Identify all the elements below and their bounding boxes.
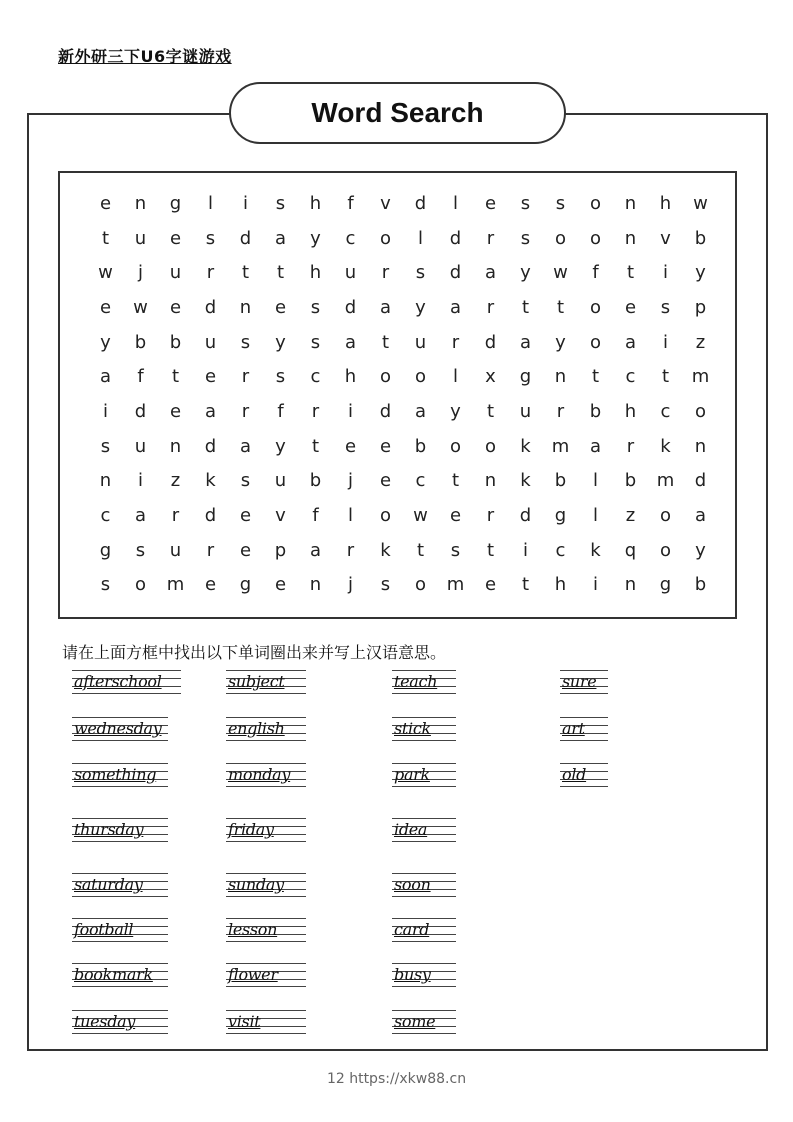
grid-letter[interactable]: d bbox=[204, 505, 217, 527]
grid-letter[interactable]: x bbox=[485, 366, 496, 388]
grid-letter[interactable]: k bbox=[520, 435, 531, 457]
grid-letter[interactable]: h bbox=[309, 192, 322, 214]
grid-letter[interactable]: e bbox=[484, 574, 497, 596]
grid-letter[interactable]: e bbox=[274, 574, 287, 596]
banner-title: Word Search bbox=[311, 97, 484, 128]
grid-letter[interactable]: c bbox=[100, 505, 111, 527]
word-item bbox=[392, 918, 456, 942]
grid-letter[interactable]: b bbox=[624, 470, 637, 492]
grid-letter[interactable]: a bbox=[379, 296, 392, 318]
grid-letter[interactable]: d bbox=[519, 505, 532, 527]
grid-letter[interactable]: r bbox=[346, 539, 355, 561]
grid-letter[interactable]: f bbox=[137, 366, 144, 388]
grid-letter[interactable]: w bbox=[693, 192, 708, 214]
grid-letter[interactable]: m bbox=[691, 366, 710, 388]
grid-letter[interactable]: d bbox=[344, 296, 357, 318]
grid-letter[interactable]: d bbox=[204, 435, 217, 457]
grid-letter[interactable]: s bbox=[275, 366, 286, 388]
grid-letter[interactable]: n bbox=[239, 296, 252, 318]
grid-letter[interactable]: c bbox=[660, 400, 671, 422]
grid-letter[interactable]: t bbox=[591, 366, 600, 388]
grid-letter[interactable]: u bbox=[134, 435, 147, 457]
grid-letter[interactable]: y bbox=[695, 262, 706, 284]
grid-letter[interactable]: d bbox=[449, 227, 462, 249]
grid-letter[interactable]: r bbox=[206, 262, 215, 284]
grid-letter[interactable]: s bbox=[205, 227, 216, 249]
grid-letter[interactable]: t bbox=[381, 331, 390, 353]
grid-letter[interactable]: t bbox=[101, 227, 110, 249]
grid-letter[interactable]: e bbox=[379, 435, 392, 457]
grid-letter[interactable]: d bbox=[239, 227, 252, 249]
grid-letter[interactable]: j bbox=[347, 574, 353, 596]
word-label: wednesday bbox=[74, 719, 162, 738]
word-item bbox=[72, 873, 168, 897]
grid-letter[interactable]: d bbox=[414, 192, 427, 214]
grid-letter[interactable]: f bbox=[277, 400, 284, 422]
word-label: subject bbox=[228, 672, 285, 691]
grid-letter[interactable]: t bbox=[626, 262, 635, 284]
grid-letter[interactable]: a bbox=[694, 505, 707, 527]
grid-letter[interactable]: e bbox=[169, 227, 182, 249]
grid-letter[interactable]: t bbox=[276, 262, 285, 284]
grid-letter[interactable]: c bbox=[415, 470, 426, 492]
grid-letter[interactable]: s bbox=[100, 435, 111, 457]
grid-letter[interactable]: p bbox=[694, 296, 707, 318]
word-item bbox=[560, 717, 608, 741]
grid-letter[interactable]: h bbox=[659, 192, 672, 214]
grid-letter[interactable]: i bbox=[242, 192, 248, 214]
grid-letter[interactable]: s bbox=[240, 470, 251, 492]
grid-letter[interactable]: e bbox=[99, 192, 112, 214]
grid-letter[interactable]: b bbox=[589, 400, 602, 422]
grid-letter[interactable]: g bbox=[99, 539, 112, 561]
grid-letter[interactable]: s bbox=[310, 331, 321, 353]
grid-letter[interactable]: e bbox=[449, 505, 462, 527]
grid-letter[interactable]: y bbox=[450, 400, 461, 422]
grid-letter[interactable]: w bbox=[413, 505, 428, 527]
grid-letter[interactable]: u bbox=[414, 331, 427, 353]
grid-letter[interactable]: e bbox=[484, 192, 497, 214]
grid-letter[interactable]: u bbox=[204, 331, 217, 353]
grid-letter[interactable]: k bbox=[380, 539, 391, 561]
grid-letter[interactable]: o bbox=[379, 227, 391, 249]
grid-letter[interactable]: n bbox=[134, 192, 147, 214]
grid-letter[interactable]: i bbox=[137, 470, 143, 492]
grid-letter[interactable]: u bbox=[519, 400, 532, 422]
word-label: saturday bbox=[74, 875, 143, 894]
grid-letter[interactable]: a bbox=[309, 539, 322, 561]
grid-letter[interactable]: a bbox=[239, 435, 252, 457]
grid-letter[interactable]: e bbox=[239, 539, 252, 561]
grid-letter[interactable]: s bbox=[275, 192, 286, 214]
word-item bbox=[72, 818, 168, 842]
word-item bbox=[392, 1010, 456, 1034]
grid-letter[interactable]: e bbox=[204, 574, 217, 596]
grid-letter[interactable]: g bbox=[519, 366, 532, 388]
grid-letter[interactable]: l bbox=[347, 505, 353, 527]
grid-letter[interactable]: t bbox=[556, 296, 565, 318]
grid-letter[interactable]: o bbox=[379, 505, 391, 527]
grid-letter[interactable]: a bbox=[344, 331, 357, 353]
word-item bbox=[72, 963, 168, 987]
grid-letter[interactable]: t bbox=[521, 296, 530, 318]
grid-letter[interactable]: n bbox=[694, 435, 707, 457]
grid-letter[interactable]: r bbox=[626, 435, 635, 457]
grid-letter[interactable]: h bbox=[344, 366, 357, 388]
grid-letter[interactable]: a bbox=[484, 262, 497, 284]
grid-letter[interactable]: e bbox=[169, 400, 182, 422]
grid-letter[interactable]: k bbox=[520, 470, 531, 492]
grid-letter[interactable]: o bbox=[589, 192, 601, 214]
grid-letter[interactable]: o bbox=[134, 574, 146, 596]
grid-letter[interactable]: l bbox=[207, 192, 213, 214]
grid-letter[interactable]: o bbox=[589, 296, 601, 318]
grid-letter[interactable]: k bbox=[660, 435, 671, 457]
grid-letter[interactable]: k bbox=[205, 470, 216, 492]
grid-letter[interactable]: y bbox=[415, 296, 426, 318]
grid-letter[interactable]: e bbox=[624, 296, 637, 318]
word-label: flower bbox=[228, 965, 278, 984]
grid-letter[interactable]: t bbox=[451, 470, 460, 492]
grid-letter[interactable]: s bbox=[520, 227, 531, 249]
grid-letter[interactable]: e bbox=[344, 435, 357, 457]
word-label: thursday bbox=[74, 820, 144, 839]
grid-letter[interactable]: v bbox=[660, 227, 671, 249]
grid-letter[interactable]: t bbox=[486, 400, 495, 422]
word-item bbox=[392, 963, 456, 987]
grid-letter[interactable]: y bbox=[275, 331, 286, 353]
grid-letter[interactable]: m bbox=[166, 574, 185, 596]
grid-letter[interactable]: e bbox=[169, 296, 182, 318]
word-item bbox=[72, 717, 168, 741]
grid-letter[interactable]: n bbox=[554, 366, 567, 388]
grid-letter[interactable]: o bbox=[414, 574, 426, 596]
grid-letter[interactable]: b bbox=[694, 574, 707, 596]
grid-letter[interactable]: r bbox=[241, 366, 250, 388]
grid-letter[interactable]: i bbox=[347, 400, 353, 422]
grid-letter[interactable]: e bbox=[204, 366, 217, 388]
grid-letter[interactable]: y bbox=[100, 331, 111, 353]
grid-letter[interactable]: y bbox=[695, 539, 706, 561]
grid-letter[interactable]: a bbox=[134, 505, 147, 527]
grid-letter[interactable]: h bbox=[554, 574, 567, 596]
grid-letter[interactable]: a bbox=[519, 331, 532, 353]
grid-letter[interactable]: d bbox=[204, 296, 217, 318]
grid-letter[interactable]: l bbox=[592, 505, 598, 527]
grid-letter[interactable]: m bbox=[656, 470, 675, 492]
word-label: teach bbox=[394, 672, 438, 691]
grid-letter[interactable]: o bbox=[694, 400, 706, 422]
grid-letter[interactable]: s bbox=[135, 539, 146, 561]
word-item bbox=[226, 763, 306, 787]
grid-letter[interactable]: c bbox=[345, 227, 356, 249]
grid-letter[interactable]: t bbox=[661, 366, 670, 388]
word-label: sure bbox=[562, 672, 597, 691]
grid-letter[interactable]: e bbox=[99, 296, 112, 318]
word-item bbox=[392, 873, 456, 897]
grid-letter[interactable]: g bbox=[169, 192, 182, 214]
word-label: something bbox=[74, 765, 157, 784]
word-label: tuesday bbox=[74, 1012, 136, 1031]
grid-letter[interactable]: d bbox=[449, 262, 462, 284]
grid-letter[interactable]: o bbox=[659, 539, 671, 561]
word-label: bookmark bbox=[74, 965, 153, 984]
grid-letter[interactable]: n bbox=[624, 192, 637, 214]
grid-letter[interactable]: f bbox=[592, 262, 599, 284]
grid-letter[interactable]: s bbox=[240, 331, 251, 353]
grid-letter[interactable]: o bbox=[414, 366, 426, 388]
grid-letter[interactable]: i bbox=[102, 400, 108, 422]
grid-letter[interactable]: n bbox=[99, 470, 112, 492]
grid-letter[interactable]: s bbox=[100, 574, 111, 596]
grid-letter[interactable]: r bbox=[206, 539, 215, 561]
grid-letter[interactable]: h bbox=[309, 262, 322, 284]
grid-letter[interactable]: c bbox=[310, 366, 321, 388]
word-label: old bbox=[562, 765, 587, 784]
grid-letter[interactable]: m bbox=[551, 435, 570, 457]
grid-letter[interactable]: n bbox=[624, 574, 637, 596]
grid-letter[interactable]: y bbox=[310, 227, 321, 249]
grid-letter[interactable]: s bbox=[450, 539, 461, 561]
grid-letter[interactable]: w bbox=[133, 296, 148, 318]
grid-letter[interactable]: r bbox=[486, 296, 495, 318]
word-label: park bbox=[394, 765, 430, 784]
word-item bbox=[392, 717, 456, 741]
grid-letter[interactable]: u bbox=[169, 262, 182, 284]
word-item bbox=[226, 818, 306, 842]
grid-letter[interactable]: t bbox=[486, 539, 495, 561]
grid-letter[interactable]: u bbox=[169, 539, 182, 561]
grid-letter[interactable]: b bbox=[309, 470, 322, 492]
word-item bbox=[72, 763, 168, 787]
word-item bbox=[226, 717, 306, 741]
grid-letter[interactable]: z bbox=[625, 505, 636, 527]
grid-letter[interactable]: t bbox=[171, 366, 180, 388]
grid-letter[interactable]: n bbox=[309, 574, 322, 596]
grid-letter[interactable]: u bbox=[134, 227, 147, 249]
grid-letter[interactable]: g bbox=[239, 574, 252, 596]
grid-letter[interactable]: t bbox=[416, 539, 425, 561]
word-label: monday bbox=[228, 765, 291, 784]
grid-letter[interactable]: o bbox=[379, 366, 391, 388]
word-label: sunday bbox=[228, 875, 284, 894]
grid-letter[interactable]: a bbox=[414, 400, 427, 422]
grid-letter[interactable]: o bbox=[659, 505, 671, 527]
grid-letter[interactable]: s bbox=[310, 296, 321, 318]
grid-letter[interactable]: c bbox=[555, 539, 566, 561]
grid-letter[interactable]: r bbox=[171, 505, 180, 527]
word-label: stick bbox=[394, 719, 431, 738]
grid-letter[interactable]: l bbox=[452, 366, 458, 388]
grid-letter[interactable]: y bbox=[555, 331, 566, 353]
grid-letter[interactable]: i bbox=[662, 262, 668, 284]
grid-letter[interactable]: m bbox=[446, 574, 465, 596]
word-item bbox=[72, 670, 181, 694]
word-label: friday bbox=[228, 820, 274, 839]
grid-letter[interactable]: e bbox=[239, 505, 252, 527]
grid-letter[interactable]: o bbox=[589, 227, 601, 249]
grid-letter[interactable]: c bbox=[625, 366, 636, 388]
grid-letter[interactable]: o bbox=[449, 435, 461, 457]
grid-letter[interactable]: o bbox=[484, 435, 496, 457]
grid-letter[interactable]: e bbox=[379, 470, 392, 492]
word-label: english bbox=[228, 719, 285, 738]
grid-letter[interactable]: l bbox=[452, 192, 458, 214]
grid-letter[interactable]: r bbox=[381, 262, 390, 284]
grid-letter[interactable]: f bbox=[347, 192, 354, 214]
grid-letter[interactable]: n bbox=[624, 227, 637, 249]
grid-letter[interactable]: s bbox=[380, 574, 391, 596]
grid-letter[interactable]: s bbox=[660, 296, 671, 318]
word-item bbox=[560, 670, 608, 694]
word-label: art bbox=[562, 719, 585, 738]
grid-letter[interactable]: b bbox=[414, 435, 427, 457]
grid-letter[interactable]: s bbox=[520, 192, 531, 214]
grid-letter[interactable]: h bbox=[624, 400, 637, 422]
grid-letter[interactable]: b bbox=[134, 331, 147, 353]
grid-letter[interactable]: a bbox=[99, 366, 112, 388]
grid-letter[interactable]: b bbox=[169, 331, 182, 353]
grid-letter[interactable]: e bbox=[274, 296, 287, 318]
word-item bbox=[226, 670, 306, 694]
word-item bbox=[72, 918, 168, 942]
grid-letter[interactable]: a bbox=[204, 400, 217, 422]
word-label: idea bbox=[394, 820, 428, 839]
grid-letter[interactable]: i bbox=[522, 539, 528, 561]
word-label: busy bbox=[394, 965, 431, 984]
word-item bbox=[226, 873, 306, 897]
grid-letter[interactable]: w bbox=[553, 262, 568, 284]
grid-letter[interactable]: q bbox=[624, 539, 637, 561]
grid-letter[interactable]: b bbox=[694, 227, 707, 249]
grid-letter[interactable]: d bbox=[134, 400, 147, 422]
grid-letter[interactable]: y bbox=[520, 262, 531, 284]
grid-letter[interactable]: z bbox=[695, 331, 706, 353]
word-label: card bbox=[394, 920, 430, 939]
grid-letter[interactable]: v bbox=[275, 505, 286, 527]
grid-letter[interactable]: y bbox=[275, 435, 286, 457]
grid-letter[interactable]: i bbox=[592, 574, 598, 596]
grid-letter[interactable]: u bbox=[344, 262, 357, 284]
grid-letter[interactable]: d bbox=[379, 400, 392, 422]
grid-letter[interactable]: t bbox=[311, 435, 320, 457]
word-label: soon bbox=[394, 875, 431, 894]
grid-letter[interactable]: v bbox=[380, 192, 391, 214]
grid-letter[interactable]: d bbox=[694, 470, 707, 492]
word-label: lesson bbox=[228, 920, 278, 939]
word-item bbox=[72, 1010, 168, 1034]
grid-letter[interactable]: a bbox=[274, 227, 287, 249]
grid-letter[interactable]: z bbox=[170, 470, 181, 492]
grid-letter[interactable]: j bbox=[347, 470, 353, 492]
grid-letter[interactable]: w bbox=[98, 262, 113, 284]
grid-letter[interactable]: o bbox=[589, 331, 601, 353]
grid-letter[interactable]: j bbox=[137, 262, 143, 284]
grid-letter[interactable]: r bbox=[241, 400, 250, 422]
word-item bbox=[392, 670, 456, 694]
grid-letter[interactable]: a bbox=[624, 331, 637, 353]
word-item bbox=[226, 918, 306, 942]
word-item bbox=[392, 763, 456, 787]
word-item bbox=[560, 763, 608, 787]
word-label: football bbox=[74, 920, 134, 939]
grid-letter[interactable]: a bbox=[589, 435, 602, 457]
grid-letter[interactable]: s bbox=[555, 192, 566, 214]
grid-letter[interactable]: n bbox=[484, 470, 497, 492]
grid-letter[interactable]: g bbox=[659, 574, 672, 596]
instruction-text: 请在上面方框中找出以下单词圈出来并写上汉语意思。 bbox=[62, 643, 447, 662]
grid-letter[interactable]: r bbox=[556, 400, 565, 422]
grid-letter[interactable]: i bbox=[662, 331, 668, 353]
grid-letter[interactable]: t bbox=[521, 574, 530, 596]
document-title: 新外研三下U6字谜游戏 bbox=[58, 47, 232, 66]
grid-letter[interactable]: s bbox=[415, 262, 426, 284]
word-label: afterschool bbox=[74, 672, 162, 691]
grid-letter[interactable]: n bbox=[169, 435, 182, 457]
grid-letter[interactable]: t bbox=[241, 262, 250, 284]
grid-letter[interactable]: g bbox=[554, 505, 567, 527]
grid-letter[interactable]: u bbox=[274, 470, 287, 492]
grid-letter[interactable]: r bbox=[486, 227, 495, 249]
word-label: some bbox=[394, 1012, 436, 1031]
grid-letter[interactable]: l bbox=[592, 470, 598, 492]
grid-letter[interactable]: r bbox=[311, 400, 320, 422]
grid-letter[interactable]: l bbox=[417, 227, 423, 249]
grid-letter[interactable]: a bbox=[449, 296, 462, 318]
word-item bbox=[226, 1010, 306, 1034]
page-footer: 12 https://xkw88.cn bbox=[326, 1071, 467, 1087]
grid-letter[interactable]: d bbox=[484, 331, 497, 353]
word-item bbox=[392, 818, 456, 842]
grid-letter[interactable]: k bbox=[590, 539, 601, 561]
grid-letter[interactable]: f bbox=[312, 505, 319, 527]
grid-letter[interactable]: r bbox=[451, 331, 460, 353]
grid-letter[interactable]: p bbox=[274, 539, 287, 561]
word-label: visit bbox=[228, 1012, 261, 1031]
grid-letter[interactable]: b bbox=[554, 470, 567, 492]
grid-letter[interactable]: o bbox=[554, 227, 566, 249]
grid-letter[interactable]: r bbox=[486, 505, 495, 527]
word-item bbox=[226, 963, 306, 987]
